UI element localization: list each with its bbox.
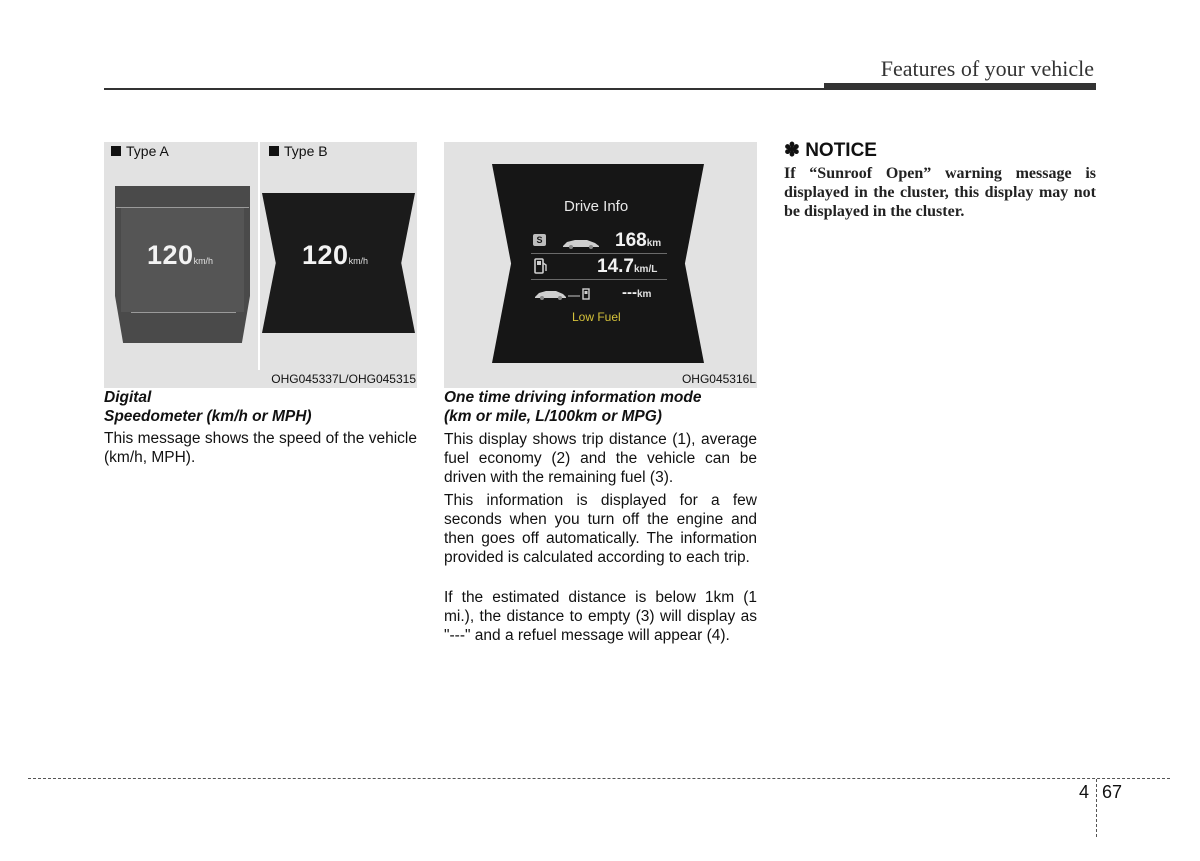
service-s-icon: S [533,234,546,246]
trip-distance-unit: km [646,238,662,249]
notice-heading [784,139,877,162]
fuel-economy-unit: km/L [633,264,658,275]
type-b-tag [269,143,328,159]
type-a-label: Type A [126,143,169,159]
header-rule-accent [824,83,1096,89]
trip-distance-readout [615,230,661,252]
caption-line: Digital [104,389,152,406]
speed-readout-type-a [147,240,213,271]
section-title: Features of your vehicle [880,56,1094,81]
fuel-economy-value: 14.7 [597,256,634,277]
caption-line: One time driving information mode [444,389,702,406]
car-range-icon [533,287,593,306]
type-b-label: Type B [284,143,328,159]
distance-to-empty-readout [622,284,651,302]
screen-line [131,312,236,313]
low-fuel-warning: Low Fuel [572,310,621,324]
screen-line [116,207,249,208]
caption-speedometer [104,388,417,426]
speed-value: 120 [147,240,194,270]
chapter-number: 4 [1079,782,1090,802]
figure-code-left: OHG045337L/OHG045315 [271,372,416,386]
caption-drive-info [444,388,757,426]
row-divider [531,253,667,254]
caption-line: Speedometer (km/h or MPH) [104,408,312,425]
trip-distance-value: 168 [615,230,647,251]
footer-divider [1096,779,1097,837]
drive-info-paragraph-1: This display shows trip distance (1), average fuel economy (2) and the vehicle can be driven with the remaining fuel (3). [444,431,757,486]
notice-title: NOTICE [805,140,877,161]
square-bullet-icon [111,146,121,156]
row-divider [531,279,667,280]
notice-icon: ✽ [784,140,800,161]
car-icon [561,236,601,254]
notice-body: If “Sunroof Open” warning message is displayed in the cluster, this display may not be displayed in the cluster. [784,165,1096,220]
speed-unit: km/h [193,256,214,266]
drive-info-title: Drive Info [564,198,629,215]
speed-value: 120 [302,240,349,270]
figure-divider [258,142,260,370]
figure-code-right: OHG045316L [681,372,756,386]
speed-readout-type-b [302,240,368,271]
fuel-pump-icon [534,258,548,279]
fuel-economy-readout [597,256,657,278]
footer-rule [28,778,1170,779]
speedometer-description: This message shows the speed of the vehicle (km/h, MPH). [104,430,417,466]
speed-unit: km/h [348,256,369,266]
page-number: 67 [1102,782,1123,802]
distance-to-empty-unit: km [637,289,652,300]
distance-to-empty-value: --- [622,284,637,301]
type-a-tag [111,143,169,159]
drive-info-paragraph-3: If the estimated distance is below 1km (1 mi.), the distance to empty (3) will display as "---" and a refuel message will appear (4). [444,589,757,644]
caption-line: (km or mile, L/100km or MPG) [444,408,662,425]
square-bullet-icon [269,146,279,156]
drive-info-paragraph-2: This information is displayed for a few seconds when you turn off the engine and then goes off automatically. The information provided is calculated according to each trip. [444,492,757,566]
